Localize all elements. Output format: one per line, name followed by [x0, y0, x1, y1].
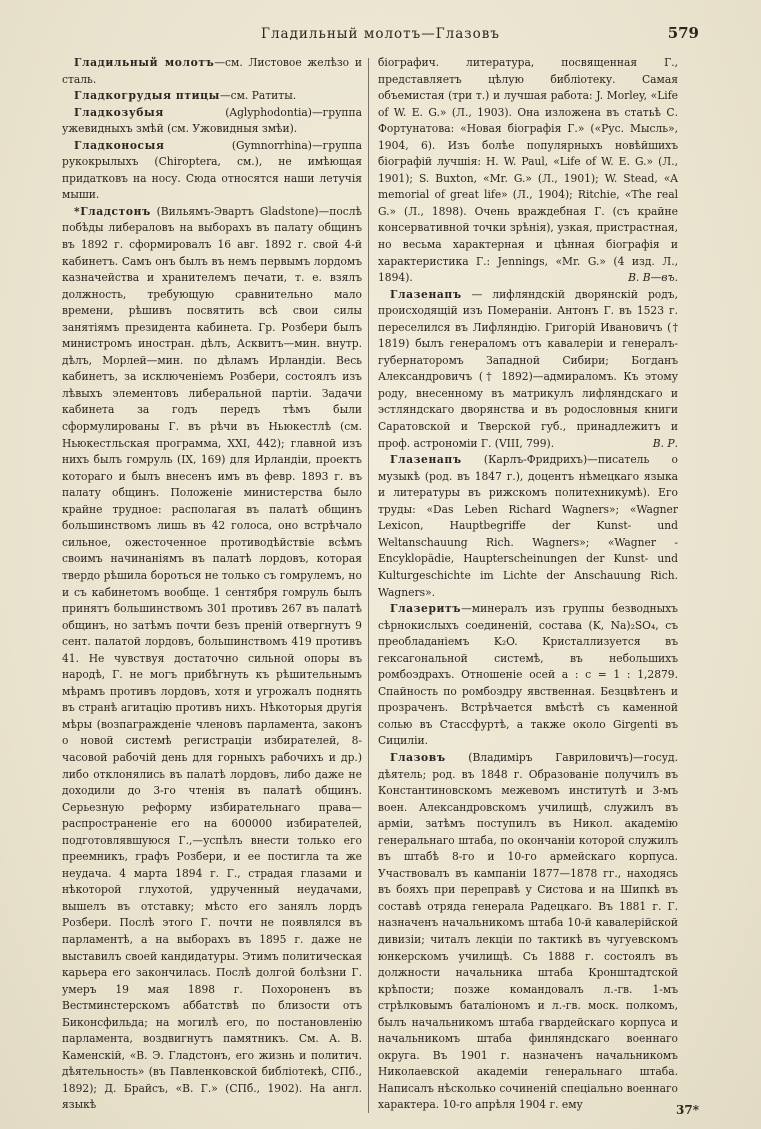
entry-headword: Гладильный молотъ	[74, 56, 215, 69]
entry-headword: Гладкогрудыя птицы	[74, 89, 220, 103]
entry	[378, 287, 678, 452]
entry-text: — лифляндскій дворянскій родъ, происходящій изъ Помераніи. Антонъ Г. въ 1523 г. переселился въ Лифляндію. Григорій Ивановичъ († 1819) былъ генераломъ отъ кавалеріи и генералъ-губернаторомъ Западной Сибири; Богданъ Александровичъ († 1892)—адмираломъ. Къ этому роду, внесенному въ матрикулъ лифляндскаго и эстляндскаго дворянства и въ родословныя книги Саратовской и Тверской губ., принадлежитъ и проф. астрономіи Г. (VIII, 799).	[378, 287, 678, 450]
entry	[62, 105, 362, 138]
entry-continuation	[378, 55, 678, 287]
column-divider	[368, 58, 369, 1113]
entry-text: (Вильямъ-Эвартъ Gladstone)—послѣ побѣды либераловъ на выборахъ въ палату общинъ въ 1892 г. сформировалъ 16 авг. 1892 г. свой 4-й кабинетъ. Самъ онъ былъ въ немъ первымъ лордомъ казначейства и хранителемъ печати, т. е. взялъ должность, требующую сравнительно мало времени, рѣшивъ посвятить всѣ свои силы занятіямъ президента кабинета. Гр. Розбери былъ министромъ иностран. дѣлъ, Асквитъ—мин. внутр. дѣлъ, Морлей—мин. по дѣламъ Ирландіи. Весь кабинетъ, за исключеніемъ Розбери, состоялъ изъ лѣвыхъ элементовъ либеральной партіи. Задачи кабинета за годъ передъ тѣмъ были сформулированы Г. въ рѣчи въ Ньюкестлѣ (см. Ньюкестльская программа, XXI, 442); главной изъ нихъ былъ гомруль (IX, 169) для Ирландіи, проектъ котораго и былъ внесенъ имъ въ февр. 1893 г. въ палату общинъ. Положеніе министерства было крайне трудное: располагая въ палатѣ общинъ большинствомъ лишь въ 42 голоса, оно встрѣчало сильное, ожесточенное противодѣйствіе всѣмъ своимъ начинаніямъ въ палатѣ лордовъ, которая твердо рѣшила бороться не только съ гомрулемъ, но и съ кабинетомъ вообще. 1 сентября гомруль былъ принятъ большинствомъ 301 противъ 267 въ палатѣ общинъ, но затѣмъ почти безъ преній отвергнутъ 9 сент. палатой лордовъ, большинствомъ 419 противъ 41. Не чувствуя достаточно сильной опоры въ народѣ, Г. не могъ прибѣгнуть къ рѣшительнымъ мѣрамъ противъ лордовъ, хотя и угрожалъ поднять въ странѣ агитацію противъ нихъ. Нѣкоторыя другія мѣры (возпагражденіе членовъ парламента, законъ о новой системѣ регистраціи избирателей, 8-часовой рабочій день для горныхъ рабочихъ и др.) либо отклонялись въ палатѣ лордовъ, либо даже не доходили до 3-го чтенія въ палатѣ общинъ. Серьезную реформу избирательнаго права—распространеніе его на 600000 избирателей, подготовлявшуюся Г.,—успѣлъ внести только его преемникъ, графъ Розбери, и ее постигла та же неудача. 4 марта 1894 г. Г., страдая глазами и нѣкоторой глухотой, удрученный неудачами, вышелъ въ отставку; мѣсто его занялъ лордъ Розбери. Послѣ этого Г. почти не появлялся въ парламентѣ, а на выборахъ въ 1895 г. даже не выставилъ своей кандидатуры. Этимъ политическая карьера его закончилась. Послѣ долгой болѣзни Г. умеръ 19 мая 1898 г. Похороненъ въ Вестминстерскомъ аббатствѣ по близости отъ Биконсфильда; на могилѣ его, по постановленію парламента, воздвигнутъ памятникъ. См. А. В. Каменскій, «В. Э. Гладстонъ, его жизнь и политич. дѣятельность» (въ Павленковской библіотекѣ, СПб., 1892); Д. Брайсъ, «В. Г.» (СПб., 1902). На англ. языкѣ	[62, 204, 362, 1112]
author-signature: В. Р.	[652, 436, 678, 450]
entry-headword: *Гладстонъ	[74, 204, 151, 218]
entry	[62, 138, 362, 204]
entry	[378, 601, 678, 750]
entry	[62, 55, 362, 88]
entry-text: (Aglyphodontia)—группа ужевидныхъ змѣй (см. Ужовидныя змѣи).	[62, 105, 362, 136]
entry-text: (Владиміръ Гавриловичъ)—госуд. дѣятель; род. въ 1848 г. Образованіе получилъ въ Константиновскомъ межевомъ институтѣ и 3-мъ воен. Александровскомъ училищѣ, служилъ въ арміи, затѣмъ поступилъ въ Никол. академію генеральнаго штаба, по окончаніи которой служилъ въ штабѣ 8-го и 10-го армейскаго корпуса. Участвовалъ въ кампаніи 1877—1878 гг., находясь въ бояхъ при переправѣ у Систова и на Шипкѣ въ составѣ отряда генерала Радецкаго. Въ 1881 г. Г. назначенъ начальникомъ штаба 10-й кавалерійской дивизіи; читалъ лекціи по тактикѣ въ чугуевскомъ юнкерскомъ училищѣ. Съ 1888 г. состоялъ въ должности начальника штаба Кронштадтской крѣпости; позже командовалъ л.-гв. 1-мъ стрѣлковымъ баталіономъ и л.-гв. моск. полкомъ, былъ начальникомъ штаба гвардейскаго корпуса и начальникомъ штаба финляндскаго военнаго округа. Въ 1901 г. назначенъ начальникомъ Николаевской академіи генеральнаго штаба. Написалъ нѣсколько сочиненій спеціально военнаго характера. 10-го апрѣля 1904 г. ему	[378, 750, 678, 1112]
page-number: 579	[667, 24, 699, 42]
entry-headword: Глазенапъ	[390, 287, 462, 301]
entry	[62, 88, 362, 105]
entry-text: —см. Ратиты.	[219, 89, 297, 103]
entry	[378, 452, 678, 601]
entry-text: біографич. литература, посвященная Г., представляетъ цѣлую библіотеку. Самая объемистая (три т.) и лучшая работа: J. Morley, «Life of W. E. G.» (Л., 1903). Она изложена въ статьѣ С. Фортунатова: «Новая біографія Г.» («Рус. Мысль», 1904, 6). Изъ болѣе популярныхъ новѣйшихъ біографій лучшія: H. W. Paul, «Life of W. E. G.» (Л., 1901); S. Buxton, «Mr. G.» (Л., 1901); W. Stead, «A memorial of great life» (Л., 1904); Ritchie, «The real G.» (Л., 1898). Очень враждебная Г. (съ крайне консервативной точки зрѣнія), узкая, пристрастная, но весьма характерная и цѣнная біографія и характеристика Г.: Jennings, «Mr. G.» (4 изд. Л., 1894).	[378, 56, 678, 285]
entry-headword: Глазенапъ	[390, 453, 462, 467]
entry-text: (Gymnorrhina)—группа рукокрылыхъ (Chiroptera, см.), не имѣющая придатковъ на носу. Сюда относятся наши летучія мыши.	[62, 138, 362, 202]
entry-headword: Глазовъ	[390, 750, 446, 764]
entry	[378, 750, 678, 1114]
entry-text: —см. Листовое желѣзо и сталь.	[62, 56, 362, 86]
right-column	[378, 55, 678, 1114]
entry-text: —минералъ изъ группы безводныхъ сѣрнокислыхъ соединеній, состава (K, Na)₂SO₄, съ преобладаніемъ K₂O. Кристаллизуется въ гексагональной системѣ, въ небольшихъ ромбоэдрахъ. Отношеніе осей a : c = 1 : 1,2879. Спайность по ромбоэдру явственная. Безцвѣтенъ и прозраченъ. Встрѣчается вмѣстѣ съ каменной солью въ Стассфуртѣ, а также около Girgenti въ Сициліи.	[378, 602, 678, 748]
signature-mark: 37*	[676, 1103, 699, 1117]
author-signature: В. В—въ.	[628, 271, 678, 285]
entry-text: (Карлъ-Фридрихъ)—писатель о музыкѣ (род. въ 1847 г.), доцентъ нѣмецкаго языка и литературы въ рижскомъ политехникумѣ). Его труды: «Das Leben Richard Wagners»; «Wagner Lexicon, Hauptbegriffe der Kunst- und Weltanschauung Rich. Wagners»; «Wagner - Encyklopädie, Haupterscheinungen der Kunst- und Kulturgeschichte im Lichte der Anschauung Rich. Wagners».	[378, 453, 678, 599]
entry-headword: Гладкозубыя	[74, 105, 164, 119]
running-header: Гладильный молотъ—Глазовъ	[261, 26, 500, 42]
left-column	[62, 55, 362, 1114]
entry-headword: Гладконосыя	[74, 138, 165, 152]
entry-headword: Глазеритъ	[390, 602, 462, 616]
entry	[62, 204, 362, 1114]
